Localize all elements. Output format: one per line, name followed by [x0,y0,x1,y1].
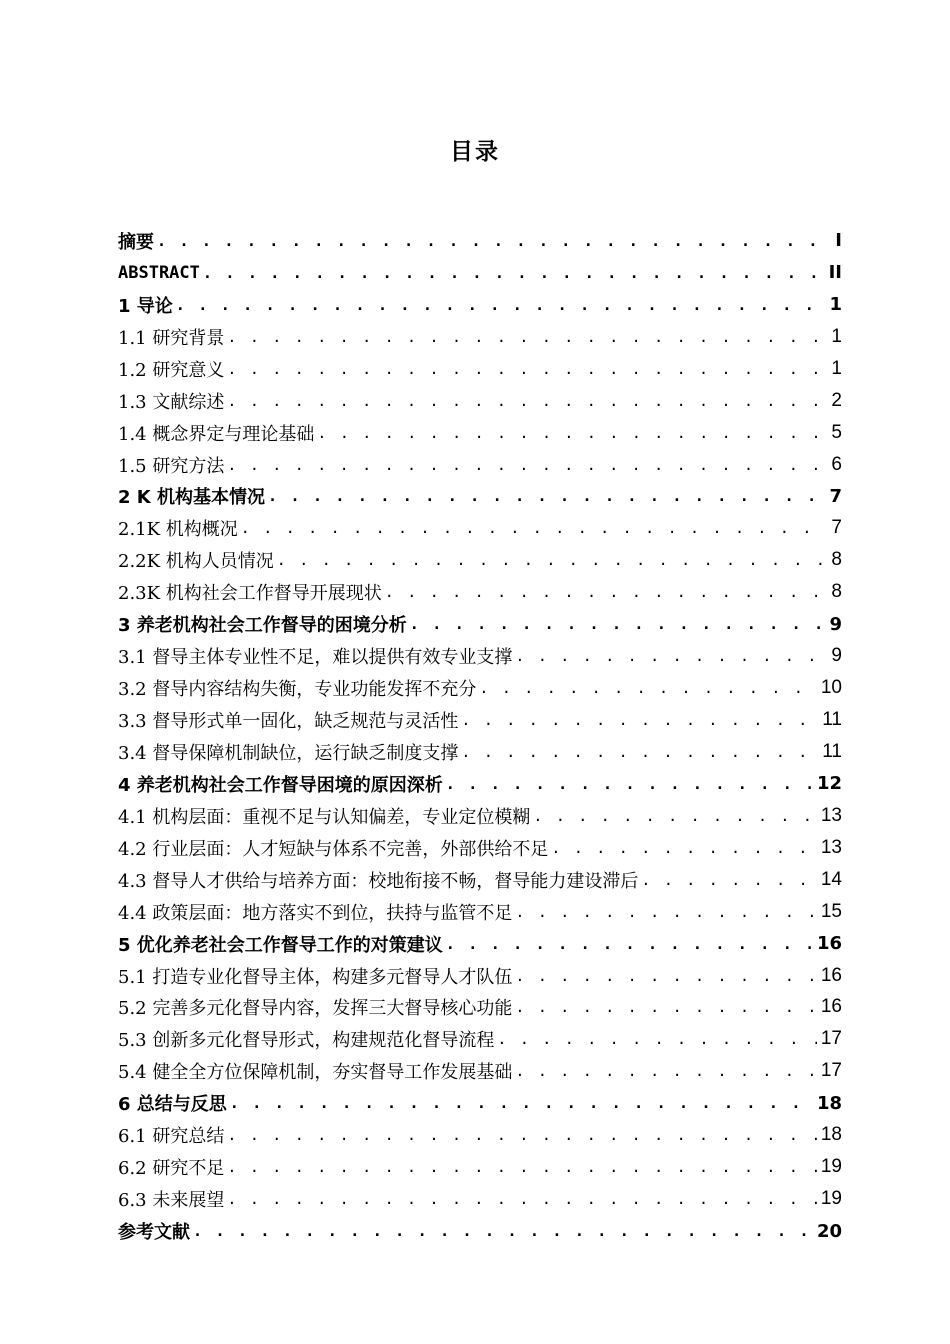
toc-leader-dots [227,1158,817,1176]
toc-leader-dots [410,615,826,633]
toc-entry[interactable] [118,1119,842,1151]
toc-entry-title: 3.2 督导内容结构失衡，专业功能发挥不充分 [118,679,477,701]
toc-entry-title: 1.2 研究意义 [118,359,225,381]
toc-entry-page: 16 [820,964,842,986]
toc-entry-title: 摘要 [118,231,154,253]
toc-entry-page: 9 [829,613,842,635]
toc-entry[interactable] [118,353,842,385]
toc-leader-dots [176,296,826,314]
toc-entry-page: 6 [831,453,842,475]
toc-entry-title: 1.1 研究背景 [118,327,225,349]
toc-entry-title: 2 K 机构基本情况 [118,487,266,509]
toc-entry-page: 1 [831,325,842,347]
toc-entry-title: 4.1 机构层面：重视不足与认知偏差，专业定位模糊 [118,806,531,828]
toc-entry[interactable] [118,704,842,736]
toc-entry[interactable] [118,257,842,289]
toc-entry-title: 2.1K 机构概况 [118,519,238,541]
toc-entry-page: 20 [816,1220,842,1242]
toc-entry[interactable] [118,1055,842,1087]
toc-entry-title: 3.1 督导主体专业性不足，难以提供有效专业支撑 [118,647,513,669]
toc-entry-page: 1 [829,294,842,316]
toc-entry-title: 4 养老机构社会工作督导困境的原因深析 [118,774,443,796]
toc-entry[interactable] [118,1023,842,1055]
toc-leader-dots [515,998,817,1016]
toc-entry-title: ABSTRACT [118,262,200,283]
toc-entry-title: 6.1 研究总结 [118,1126,225,1148]
toc-leader-dots [227,456,827,474]
page-title: 目录 [450,139,500,165]
toc-leader-dots [277,551,828,569]
toc-entry[interactable] [118,417,842,449]
toc-entry-page: I [835,230,842,252]
table-of-contents [118,225,842,1247]
toc-leader-dots [515,647,827,665]
toc-leader-dots [227,360,827,378]
toc-entry-title: 2.2K 机构人员情况 [118,551,274,573]
toc-entry-title: 5.2 完善多元化督导内容，发挥三大督导核心功能 [118,998,513,1020]
toc-entry-title: 5.4 健全全方位保障机制，夯实督导工作发展基础 [118,1062,513,1084]
toc-entry-page: 2 [831,389,842,411]
toc-entry[interactable] [118,544,842,576]
toc-entry[interactable] [118,864,842,896]
toc-entry[interactable] [118,385,842,417]
toc-entry-page: 17 [820,1060,842,1082]
toc-leader-dots [241,519,828,537]
toc-leader-dots [268,487,825,505]
toc-leader-dots [227,392,827,410]
toc-leader-dots [515,967,817,985]
toc-entry-page: 19 [820,1156,842,1178]
toc-entry-page: 18 [816,1092,842,1114]
toc-entry-page: 13 [820,836,842,858]
toc-entry[interactable] [118,992,842,1024]
toc-entry[interactable] [118,289,842,321]
toc-entry-page: 17 [820,1028,842,1050]
toc-entry-title: 3 养老机构社会工作督导的困境分析 [118,615,407,637]
toc-entry-page: 10 [820,677,842,699]
toc-entry[interactable] [118,1183,842,1215]
toc-entry-page: 12 [816,773,842,795]
toc-leader-dots [157,232,831,250]
toc-entry[interactable] [118,672,842,704]
toc-entry-title: 参考文献 [118,1222,190,1244]
toc-leader-dots [317,424,827,442]
toc-entry[interactable] [118,960,842,992]
toc-leader-dots [551,839,817,857]
toc-entry-title: 5 优化养老社会工作督导工作的对策建议 [118,934,443,956]
toc-entry[interactable] [118,576,842,608]
toc-entry-page: 19 [820,1188,842,1210]
toc-leader-dots [227,1126,817,1144]
toc-leader-dots [193,1222,813,1240]
toc-entry-page: 13 [820,804,842,826]
toc-entry-title: 3.3 督导形式单一固化，缺乏规范与灵活性 [118,711,459,733]
toc-leader-dots [641,871,817,889]
toc-entry-title: 6.2 研究不足 [118,1158,225,1180]
toc-entry[interactable] [118,1087,842,1119]
toc-entry-page: 5 [831,421,842,443]
toc-entry-page: 16 [816,933,842,955]
toc-entry-title: 5.3 创新多元化督导形式，构建规范化督导流程 [118,1030,495,1052]
toc-entry[interactable] [118,225,842,257]
toc-entry-page: 18 [820,1124,842,1146]
toc-entry-title: 4.3 督导人才供给与培养方面：校地衔接不畅，督导能力建设滞后 [118,870,639,892]
toc-entry[interactable] [118,481,842,513]
toc-leader-dots [227,328,827,346]
toc-entry[interactable] [118,800,842,832]
toc-entry-title: 1.4 概念界定与理论基础 [118,423,315,445]
toc-entry-title: 1 导论 [118,295,173,317]
toc-entry-title: 1.5 研究方法 [118,455,225,477]
toc-entry[interactable] [118,449,842,481]
toc-leader-dots [203,264,825,282]
toc-entry-title: 1.3 文献综述 [118,391,225,413]
toc-leader-dots [230,1094,813,1112]
toc-entry[interactable] [118,928,842,960]
toc-entry-title: 6.3 未来展望 [118,1190,225,1212]
toc-leader-dots [461,743,818,761]
toc-entry-page: 11 [822,709,842,731]
toc-entry-page: II [828,262,842,284]
toc-entry-page: 1 [831,357,842,379]
toc-entry[interactable] [118,896,842,928]
toc-entry[interactable] [118,768,842,800]
toc-entry-page: 15 [820,900,842,922]
toc-entry[interactable] [118,640,842,672]
toc-leader-dots [446,935,813,953]
toc-entry-page: 8 [831,549,842,571]
toc-leader-dots [461,711,818,729]
toc-entry-page: 8 [831,581,842,603]
toc-entry-title: 5.1 打造专业化督导主体，构建多元督导人才队伍 [118,966,513,988]
toc-entry[interactable] [118,321,842,353]
toc-entry[interactable] [118,512,842,544]
toc-entry-title: 6 总结与反思 [118,1094,227,1116]
toc-leader-dots [533,807,817,825]
toc-entry-title: 2.3K 机构社会工作督导开展现状 [118,583,382,605]
toc-entry-page: 16 [820,996,842,1018]
toc-entry-page: 7 [829,485,842,507]
toc-entry[interactable] [118,1215,842,1247]
toc-leader-dots [385,583,828,601]
toc-leader-dots [497,1030,817,1048]
toc-leader-dots [515,903,817,921]
toc-entry[interactable] [118,608,842,640]
toc-entry-page: 9 [831,645,842,667]
toc-entry-title: 4.4 政策层面：地方落实不到位，扶持与监管不足 [118,902,513,924]
toc-entry-page: 11 [822,740,842,762]
toc-entry[interactable] [118,736,842,768]
toc-entry-page: 14 [820,868,842,890]
toc-entry-title: 4.2 行业层面：人才短缺与体系不完善，外部供给不足 [118,838,549,860]
toc-leader-dots [479,679,817,697]
toc-leader-dots [227,1190,817,1208]
toc-entry[interactable] [118,832,842,864]
toc-leader-dots [515,1062,817,1080]
toc-entry[interactable] [118,1151,842,1183]
toc-entry-page: 7 [831,517,842,539]
toc-leader-dots [446,775,813,793]
toc-entry-title: 3.4 督导保障机制缺位，运行缺乏制度支撑 [118,742,459,764]
